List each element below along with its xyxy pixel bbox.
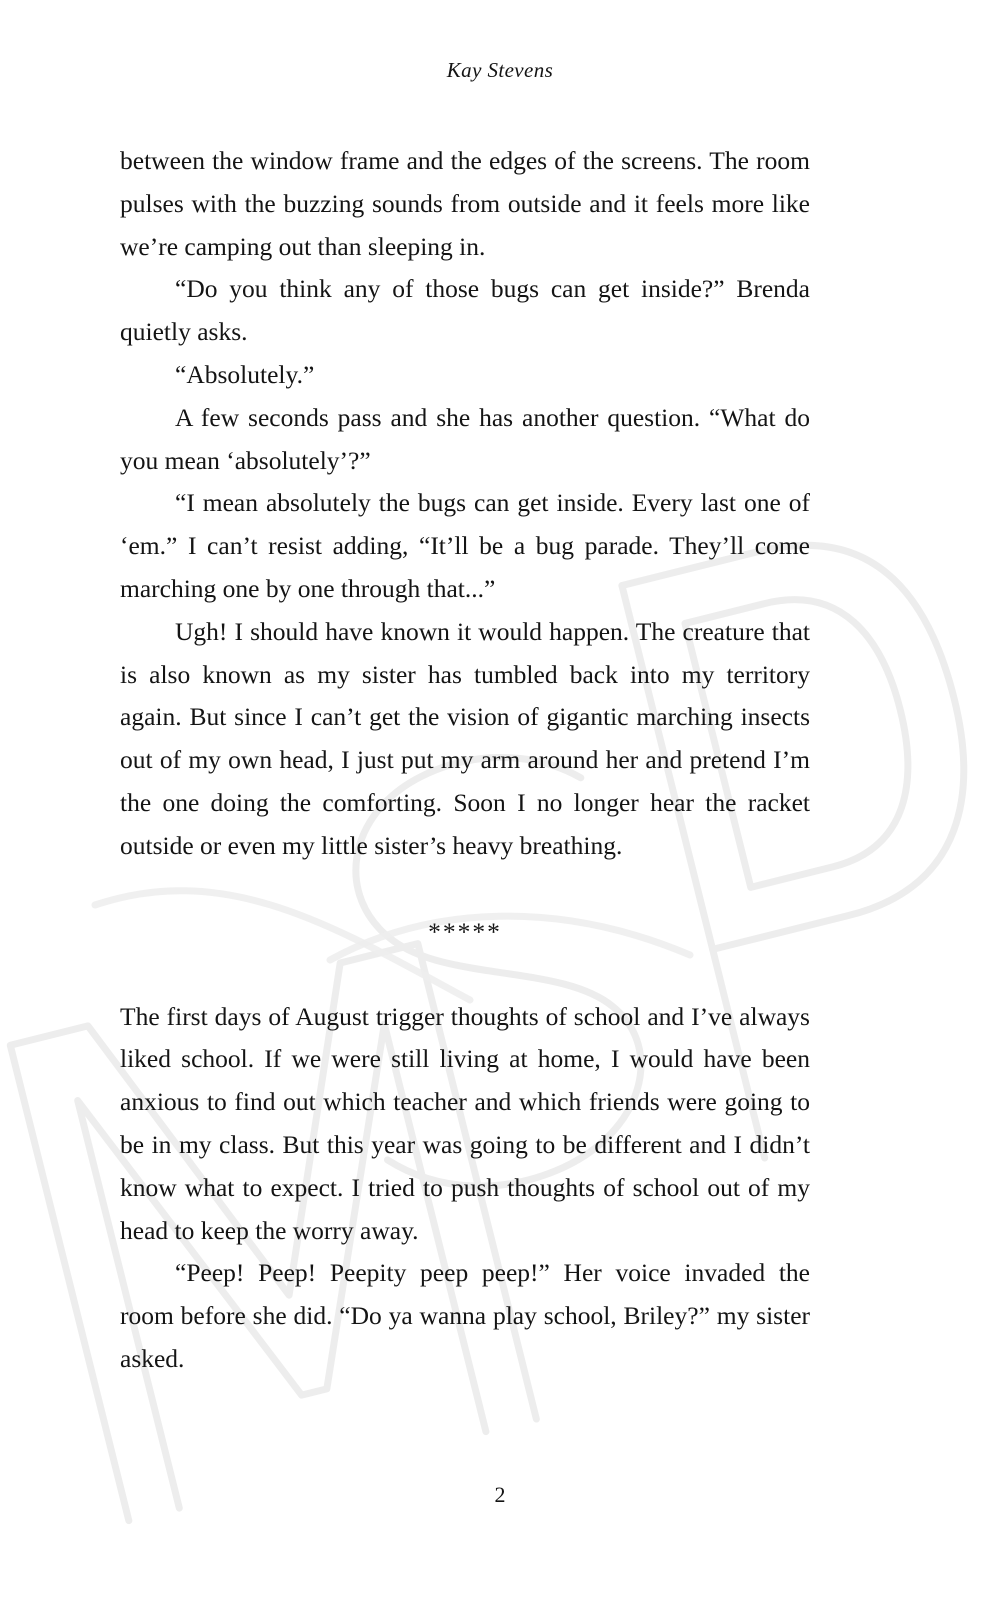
paragraph: “Do you think any of those bugs can get inside?” Brenda quietly asks. — [120, 274, 810, 347]
paragraph: “Peep! Peep! Peepity peep peep!” Her voice invaded the room before she did. “Do ya wanna play school, Briley?” my sister asked. — [120, 1258, 810, 1373]
paragraph: The first days of August trigger thoughts of school and I’ve always liked school. If we were still living at home, I would have been anxious to find out which teacher and which friends were going to be in my class. But this year was going to be different and I didn’t know what to expect. I tried to push thoughts of school out of my head to keep the worry away. — [120, 1001, 810, 1245]
running-head: Kay Stevens — [446, 58, 554, 82]
paragraph: “I mean absolutely the bugs can get inside. Every last one of ‘em.” I can’t resist adding, “It’ll be a bug parade. They’ll come marching one by one through that...” — [120, 488, 810, 603]
body-text-column — [120, 140, 810, 1381]
scene-break-divider: ***** — [428, 916, 502, 946]
paragraph: A few seconds pass and she has another question. “What do you mean ‘absolutely’?” — [120, 402, 810, 475]
paragraph: between the window frame and the edges of the screens. The room pulses with the buzzing sounds from outside and it feels more like we’re camping out than sleeping in. — [120, 146, 810, 261]
paragraph: Ugh! I should have known it would happen. The creature that is also known as my sister has tumbled back into my territory again. But since I can’t get the vision of gigantic marching insects out of my own head, I just put my arm around her and pretend I’m the one doing the comforting. Soon I no longer hear the racket outside or even my little sister’s heavy breathing. — [120, 616, 810, 860]
page-number: 2 — [494, 1482, 506, 1507]
paragraph: “Absolutely.” — [175, 359, 315, 389]
